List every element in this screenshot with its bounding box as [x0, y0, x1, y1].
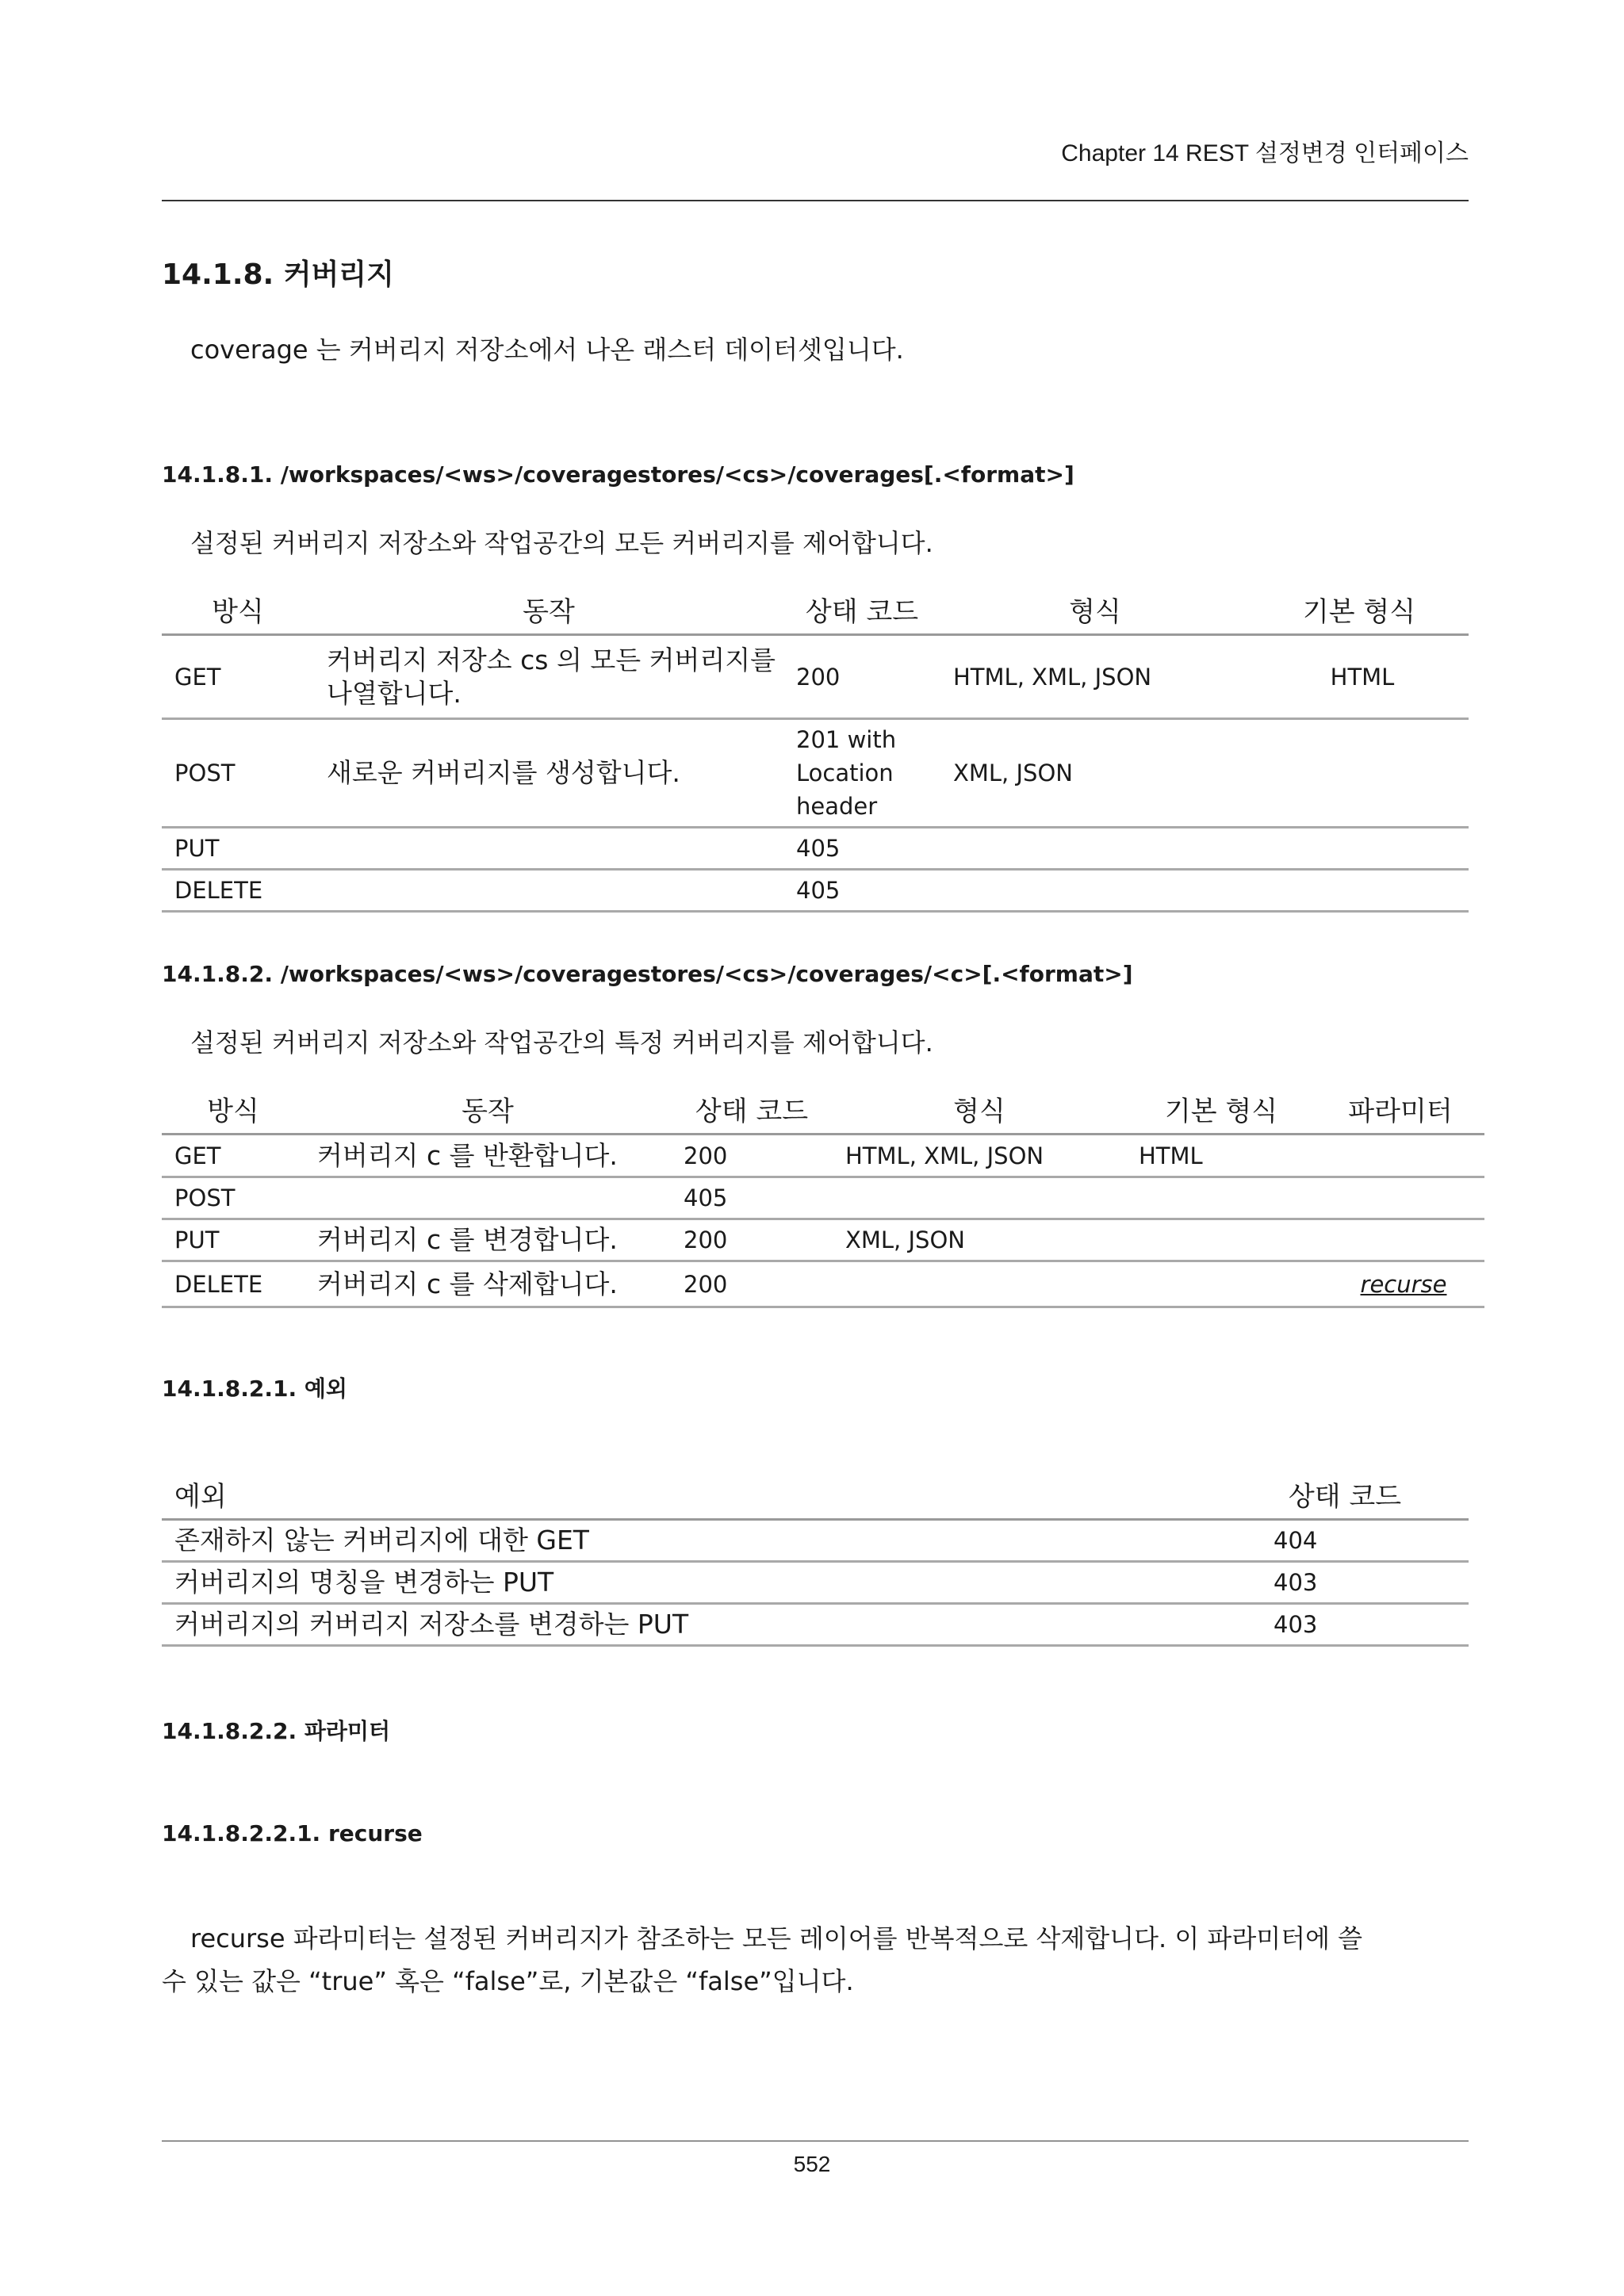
default-format-cell: HTML [1250, 635, 1469, 719]
method-cell: POST [162, 719, 314, 828]
default-format-cell [1126, 1219, 1316, 1261]
action-cell: 커버리지 저장소 cs 의 모든 커버리지를 나열합니다. [314, 635, 783, 719]
parameters-heading: 14.1.8.2.2. 파라미터 [162, 1718, 391, 1744]
action-cell [314, 870, 783, 912]
table-row [162, 1520, 1469, 1562]
method-cell: POST [162, 1177, 304, 1219]
method-cell: DELETE [162, 870, 314, 912]
status-cell: 405 [671, 1177, 833, 1219]
section-heading: 14.1.8. 커버리지 [162, 258, 394, 291]
parameter-cell[interactable] [1316, 1261, 1484, 1307]
formats-cell [833, 1177, 1126, 1219]
column-header: 상태 코드 [671, 1085, 833, 1135]
column-header: 파라미터 [1316, 1085, 1484, 1135]
method-cell: PUT [162, 828, 314, 870]
sub1-description: 설정된 커버리지 저장소와 작업공간의 모든 커버리지를 제어합니다. [190, 528, 933, 558]
formats-cell [940, 870, 1250, 912]
recurse-param-link[interactable]: recurse [1360, 1270, 1447, 1298]
action-cell: 커버리지 c 를 변경합니다. [304, 1219, 671, 1261]
table-row [162, 1219, 1484, 1261]
table-row [162, 1261, 1484, 1307]
exceptions-table [162, 1470, 1469, 1647]
status-cell: 200 [671, 1219, 833, 1261]
recurse-heading: 14.1.8.2.2.1. recurse [162, 1820, 423, 1846]
column-header: 동작 [314, 585, 783, 635]
formats-cell [940, 828, 1250, 870]
column-header: 기본 형식 [1250, 585, 1469, 635]
formats-cell [833, 1261, 1126, 1307]
sub2-description: 설정된 커버리지 저장소와 작업공간의 특정 커버리지를 제어합니다. [190, 1027, 933, 1058]
table-row [162, 828, 1469, 870]
status-cell: 403 [1221, 1562, 1469, 1604]
column-header: 형식 [940, 585, 1250, 635]
default-format-cell [1126, 1177, 1316, 1219]
sub2-table [162, 1085, 1484, 1308]
default-format-cell [1250, 719, 1469, 828]
column-header: 방식 [162, 1085, 304, 1135]
status-cell: 403 [1221, 1604, 1469, 1646]
status-cell: 405 [783, 870, 940, 912]
action-cell [304, 1177, 671, 1219]
exceptions-heading: 14.1.8.2.1. 예외 [162, 1376, 347, 1402]
column-header: 상태 코드 [783, 585, 940, 635]
table-row [162, 1604, 1469, 1646]
sub2-heading: 14.1.8.2. /workspaces/<ws>/coveragestores/<cs>/coverages/<c>[.<format>] [162, 961, 1133, 987]
default-format-cell [1126, 1261, 1316, 1307]
status-cell: 404 [1221, 1520, 1469, 1562]
method-cell: GET [162, 1135, 304, 1177]
table-row [162, 719, 1469, 828]
recurse-paragraph-line2: 수 있는 값은 “true” 혹은 “false”로, 기본값은 “false”입니다. [162, 1966, 854, 1996]
status-cell: 200 [671, 1261, 833, 1307]
column-header: 기본 형식 [1126, 1085, 1316, 1135]
recurse-paragraph-line1: recurse 파라미터는 설정된 커버리지가 참조하는 모든 레이어를 반복적으로 삭제합니다. 이 파라미터에 쓸 [190, 1923, 1363, 1954]
header-rule [162, 200, 1469, 201]
default-format-cell [1250, 870, 1469, 912]
status-cell: 200 [671, 1135, 833, 1177]
parameter-cell [1316, 1177, 1484, 1219]
action-cell: 커버리지 c 를 삭제합니다. [304, 1261, 671, 1307]
exception-cell: 존재하지 않는 커버리지에 대한 GET [162, 1520, 1221, 1562]
table-row [162, 870, 1469, 912]
exception-cell: 커버리지의 커버리지 저장소를 변경하는 PUT [162, 1604, 1221, 1646]
column-header: 동작 [304, 1085, 671, 1135]
table-row [162, 1177, 1484, 1219]
sub1-table [162, 585, 1469, 913]
column-header: 방식 [162, 585, 314, 635]
table-row [162, 635, 1469, 719]
formats-cell: HTML, XML, JSON [833, 1135, 1126, 1177]
running-header: Chapter 14 REST 설정변경 인터페이스 [1061, 140, 1469, 166]
formats-cell: HTML, XML, JSON [940, 635, 1250, 719]
action-cell: 새로운 커버리지를 생성합니다. [314, 719, 783, 828]
method-cell: DELETE [162, 1261, 304, 1307]
status-cell: 405 [783, 828, 940, 870]
exception-cell: 커버리지의 명칭을 변경하는 PUT [162, 1562, 1221, 1604]
status-cell: 201 with Location header [783, 719, 940, 828]
formats-cell: XML, JSON [940, 719, 1250, 828]
page-number: 552 [793, 2152, 831, 2176]
method-cell: GET [162, 635, 314, 719]
formats-cell: XML, JSON [833, 1219, 1126, 1261]
column-header: 예외 [162, 1470, 1221, 1520]
column-header: 형식 [833, 1085, 1126, 1135]
default-format-cell [1250, 828, 1469, 870]
parameter-cell [1316, 1219, 1484, 1261]
section-intro: coverage 는 커버리지 저장소에서 나온 래스터 데이터셋입니다. [190, 335, 904, 365]
parameter-cell [1316, 1135, 1484, 1177]
status-cell: 200 [783, 635, 940, 719]
action-cell: 커버리지 c 를 반환합니다. [304, 1135, 671, 1177]
sub1-heading: 14.1.8.1. /workspaces/<ws>/coveragestores/<cs>/coverages[.<format>] [162, 461, 1074, 488]
table-row [162, 1562, 1469, 1604]
action-cell [314, 828, 783, 870]
method-cell: PUT [162, 1219, 304, 1261]
table-row [162, 1135, 1484, 1177]
column-header: 상태 코드 [1221, 1470, 1469, 1520]
default-format-cell: HTML [1126, 1135, 1316, 1177]
